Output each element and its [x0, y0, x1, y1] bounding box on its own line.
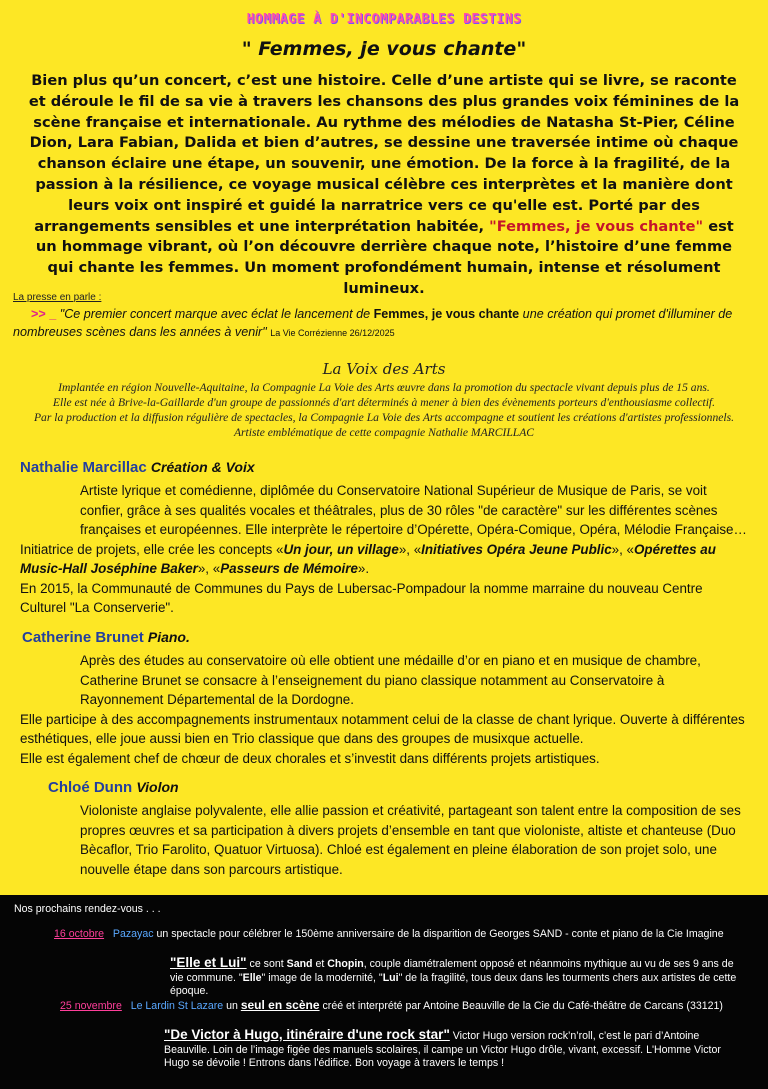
artist-heading-chloe	[48, 779, 179, 796]
company-title: La Voix des Arts	[322, 360, 446, 378]
artist-name: Catherine Brunet	[22, 629, 144, 646]
bio-paragraph	[20, 540, 748, 579]
artist-name: Chloé Dunn	[48, 779, 133, 796]
company-description	[6, 380, 762, 440]
bio-text: Initiatrice de projets, elle crée les concepts «	[20, 541, 284, 557]
concept-name: Initiatives Opéra Jeune Public	[421, 541, 612, 557]
events-heading: Nos prochains rendez-vous . . .	[14, 903, 161, 915]
event-item	[60, 999, 744, 1014]
detail-text: " de la fragilité, tous deux dans les tourments chers aux artistes de cette époque.	[170, 971, 737, 997]
detail-text: Chopin	[327, 958, 364, 970]
concept-name: Passeurs de Mémoire	[220, 561, 358, 576]
concept-name: Un jour, un village	[283, 541, 399, 557]
detail-text: ce sont	[246, 958, 287, 970]
event-description: un	[223, 1000, 241, 1012]
detail-text: Lui	[382, 971, 399, 984]
show-title: " Femmes, je vous chante"	[241, 38, 527, 60]
arrow-icon: >> _	[31, 307, 57, 321]
company-line: Elle est née à Brive-la-Gaillarde d'un groupe de passionnés d'art déterminés à mener à bien des évènements porteurs d'enthousiasme collectif.	[52, 396, 716, 409]
bio-paragraph: Après des études au conservatoire où elle obtient une médaille d’or en piano et en musique de chambre, Catherine Brunet se consacre à l’enseignement du piano classique notamment au Conservatoire à Rayonnement Départemental de la Dordogne.	[80, 653, 701, 707]
artist-heading-nathalie	[20, 459, 255, 476]
press-label: La presse en parle :	[13, 292, 102, 303]
show-title: "De Victor à Hugo, itinéraire d'une rock star"	[164, 1027, 450, 1042]
event-format: seul en scène	[240, 998, 320, 1012]
press-quote	[13, 305, 758, 342]
bio-paragraph: Violoniste anglaise polyvalente, elle allie passion et créativité, partageant son talent entre la composition de ses propres œuvres et sa participation à divers projets d’ensemble en tant que violoniste, altiste et chanteuse (Duo Bècaflor, Trio Farolito, Quatuor Virtuosa). Chloé est également en pleine élaboration de son projet solo, une nouvelle étape dans son parcours artistique.	[80, 803, 741, 877]
company-line: Par la production et la diffusion régulière de spectacles, la Compagnie La Voie des Arts accompagne et soutient les créations d'artistes professionnels.	[33, 411, 735, 424]
artist-name: Nathalie Marcillac	[20, 459, 147, 476]
upcoming-events-panel	[0, 895, 768, 1089]
bio-text: ».	[357, 561, 370, 576]
quote-end: une création qui promet d'illuminer de nombreuses scènes dans les années à venir"	[13, 307, 733, 339]
bio-text: », «	[197, 561, 221, 576]
show-title: "Elle et Lui"	[170, 955, 247, 970]
bio-text: », «	[611, 541, 635, 557]
detail-text: , couple diamétralement opposé et néanmoins mythique au vu de ses 9 ans de vie commune. "	[170, 958, 734, 984]
bio-text: », «	[398, 541, 422, 557]
artist-role: Piano.	[147, 629, 190, 645]
detail-text: Sand	[286, 958, 313, 970]
event-date: 16 octobre	[54, 928, 105, 940]
artist-role: Création & Voix	[150, 459, 255, 475]
concept-name: Opérettes au Music-Hall Joséphine Baker	[20, 541, 716, 576]
event-supertitle: HOMMAGE À D'INCOMPARABLES DESTINS	[246, 12, 522, 27]
event-detail	[164, 1028, 744, 1071]
press-source: La Vie Corrézienne 26/12/2025	[270, 328, 395, 338]
description-highlight: "Femmes, je vous chante"	[489, 217, 704, 235]
artist-role: Violon	[136, 779, 179, 795]
event-detail	[170, 956, 744, 999]
event-place: Pazayac	[112, 928, 154, 940]
event-item	[54, 928, 744, 942]
event-description: créé et interprété par Antoine Beauville de la Cie du Café-théâtre de Carcans (33121)	[319, 1000, 723, 1012]
event-description: un spectacle pour célébrer le 150ème anniversaire de la disparition de Georges SAND - conte et piano de la Cie Imagine	[153, 928, 724, 940]
detail-text: et	[312, 958, 328, 970]
description-text: Bien plus qu’un concert, c’est une histoire. Celle d’une artiste qui se livre, se raconte et déroule le fil de sa vie à travers les chansons des plus grandes voix féminines de la scène française et internationale. Au rythme des mélodies de Natasha St-Pier, Céline Dion, Lara Fabian, Dalida et bien d’autres, se dessine une traversée intime où chaque chanson éclaire une étape, un souvenir, une émotion. De la force à la fragilité, de la passion à la résilience, ce voyage musical célèbre ces interprètes et la manière dont leurs voix ont inspiré et guidé la narratrice vers ce qu'elle est. Porté par des arrangements sensibles et une interprétation habitée,	[28, 72, 740, 235]
bio-paragraph: En 2015, la Communauté de Communes du Pays de Lubersac-Pompadour la nomme marraine du nouveau Centre Culturel "La Conserverie".	[20, 580, 703, 615]
company-line: Implantée en région Nouvelle-Aquitaine, la Compagnie La Voie des Arts œuvre dans la promotion du spectacle vivant depuis plus de 15 ans.	[58, 381, 710, 394]
show-description	[22, 71, 746, 300]
description-text-end: est un hommage vibrant, où l’on découvre derrière chaque note, l’histoire d’une femme qui chante les femmes. Un moment profondément humain, intense et résolument lumineux.	[35, 217, 734, 297]
bio-paragraph: Elle participe à des accompagnements instrumentaux notamment celui de la classe de chant lyrique. Ouverte à différentes esthétiques, elle joue aussi bien en Trio classique que dans des groupes de musixque actuelle.	[20, 711, 745, 746]
event-date: 25 novembre	[60, 1000, 122, 1012]
detail-text: " image de la modernité, "	[261, 971, 383, 984]
event-place: Le Lardin St Lazare	[130, 1000, 224, 1012]
artist-bio-nathalie	[20, 481, 748, 618]
bio-paragraph: Elle est également chef de chœur de deux chorales et s’investit dans différents projets artistiques.	[20, 750, 600, 766]
artist-heading-catherine	[22, 629, 190, 646]
artist-bio-catherine	[20, 651, 748, 768]
company-line: Artiste emblématique de cette compagnie Nathalie MARCILLAC	[233, 426, 535, 439]
detail-text: Elle	[242, 971, 262, 984]
quote-show-name: Femmes, je vous chante	[373, 307, 520, 321]
detail-text: Victor Hugo version rock’n’roll, c’est le pari d’Antoine Beauville. Loin de l’image figée des manuels scolaires, il campe un Victor Hugo drôle, vivant, excessif. L'Homme Victor Hugo se dévoile ! Entrons dans l'édifice. Bon voyage à travers le temps !	[164, 1030, 721, 1069]
bio-paragraph: Artiste lyrique et comédienne, diplômée du Conservatoire National Supérieur de Musique de Paris, se voit confier, grâce à ses qualités vocales et théâtrales, plus de 30 rôles "de caractère" sur les différentes scènes françaises et européennes. Elle interprète le répertoire d’Opérette, Opéra-Comique, Opéra, Mélodie Française…	[80, 483, 747, 537]
quote-start: "Ce premier concert marque avec éclat le lancement de	[56, 307, 374, 321]
artist-bio-chloe	[20, 801, 748, 879]
